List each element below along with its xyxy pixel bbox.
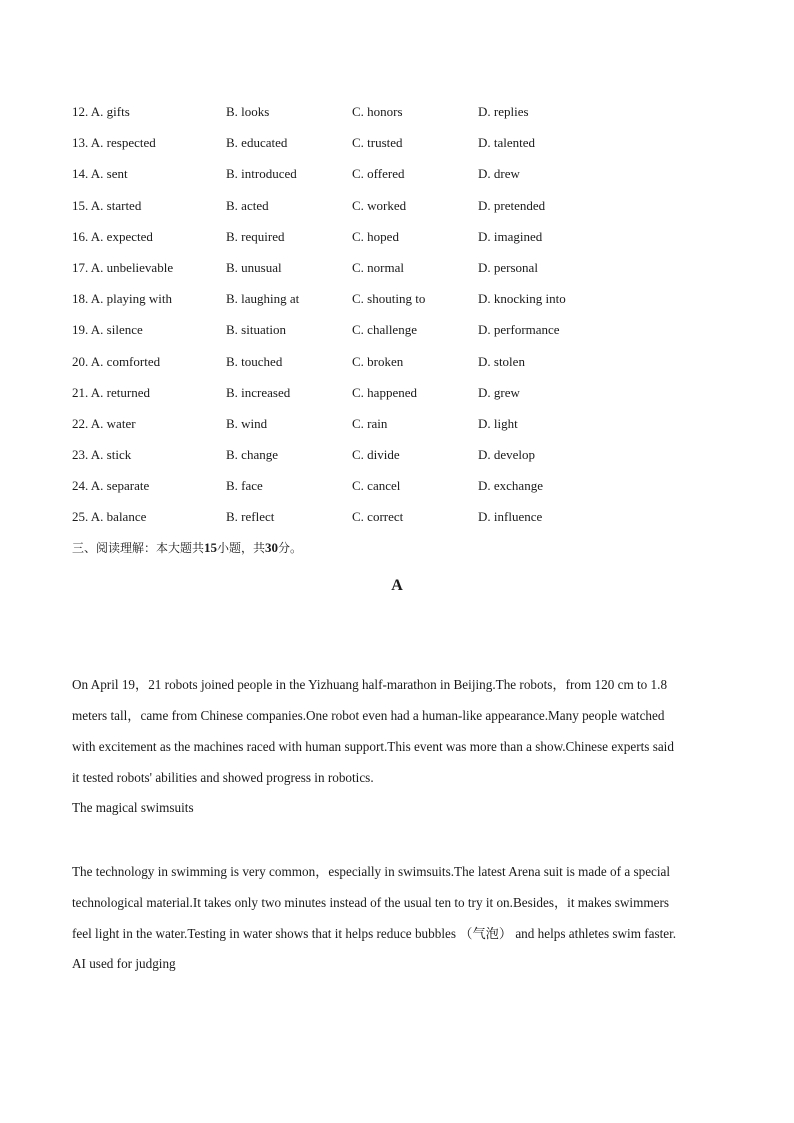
option-b: B. acted [226, 197, 269, 213]
option-b: B. looks [226, 104, 270, 119]
answer-options-table [72, 103, 722, 540]
option-row [72, 353, 722, 384]
option-b: B. change [226, 447, 278, 463]
option-c: C. trusted [352, 135, 403, 151]
option-row [72, 165, 722, 196]
option-c: C. worked [352, 197, 407, 213]
option-b: B. face [226, 478, 263, 494]
paragraph-line: On April 19，21 robots joined people in the Yizhuang half-marathon in Beijing.The robots，from 120 cm to 1.8 [72, 677, 668, 692]
option-d: D. knocking into [478, 291, 566, 307]
option-b: B. touched [226, 353, 283, 369]
option-row [72, 103, 722, 134]
option-b: B. wind [226, 415, 268, 431]
option-c: C. shouting to [352, 291, 426, 307]
option-a: 15. A. started [72, 197, 142, 213]
option-a: 17. A. unbelievable [72, 259, 174, 275]
passage-title: A [391, 577, 403, 594]
option-row [72, 197, 722, 228]
option-a: 22. A. water [72, 415, 136, 431]
option-c: C. happened [352, 384, 417, 400]
option-d: D. influence [478, 509, 543, 525]
option-row [72, 446, 722, 477]
option-a: 12. A. gifts [72, 104, 130, 119]
option-d: D. performance [478, 322, 560, 338]
option-c: C. honors [352, 104, 403, 119]
option-a: 20. A. comforted [72, 353, 161, 369]
option-d: D. replies [478, 104, 529, 119]
option-row [72, 415, 722, 446]
option-d: D. stolen [478, 353, 525, 369]
option-c: C. offered [352, 166, 405, 182]
option-c: C. divide [352, 447, 400, 463]
option-d: D. pretended [478, 197, 546, 213]
option-c: C. challenge [352, 322, 417, 338]
paragraph-line: feel light in the water.Testing in water shows that it helps reduce bubbles （气泡） and helps athletes swim faster. [72, 926, 677, 941]
option-d: D. grew [478, 384, 520, 400]
option-d: D. imagined [478, 228, 543, 244]
option-row [72, 228, 722, 259]
option-c: C. correct [352, 509, 404, 525]
option-b: B. educated [226, 135, 288, 151]
option-row [72, 477, 722, 508]
option-d: D. light [478, 415, 518, 431]
option-a: 19. A. silence [72, 322, 143, 338]
option-d: D. talented [478, 135, 536, 151]
option-d: D. personal [478, 259, 538, 275]
option-b: B. laughing at [226, 291, 300, 307]
subheading-ai-judging: AI used for judging [72, 956, 176, 971]
paragraph-robots [72, 669, 722, 793]
option-row [72, 290, 722, 321]
paragraph-line: meters tall，came from Chinese companies.One robot even had a human-like appearance.Many people watched [72, 708, 665, 723]
option-row [72, 134, 722, 165]
option-a: 24. A. separate [72, 478, 150, 494]
option-a: 21. A. returned [72, 384, 150, 400]
option-b: B. unusual [226, 259, 282, 275]
option-row [72, 508, 722, 539]
option-d: D. develop [478, 447, 536, 463]
option-c: C. normal [352, 259, 404, 275]
option-row [72, 321, 722, 352]
option-a: 23. A. stick [72, 447, 132, 463]
paragraph-line: with excitement as the machines raced with human support.This event was more than a show.Chinese experts said [72, 739, 674, 754]
subheading-swimsuits: The magical swimsuits [72, 800, 194, 815]
option-c: C. cancel [352, 478, 401, 494]
option-a: 16. A. expected [72, 228, 153, 244]
option-b: B. introduced [226, 166, 297, 182]
option-c: C. broken [352, 353, 404, 369]
option-a: 18. A. playing with [72, 291, 173, 307]
option-b: B. increased [226, 384, 291, 400]
option-row [72, 384, 722, 415]
option-b: B. required [226, 228, 285, 244]
option-a: 13. A. respected [72, 135, 156, 151]
option-d: D. drew [478, 166, 520, 182]
option-c: C. rain [352, 415, 388, 431]
option-b: B. reflect [226, 509, 275, 525]
option-a: 25. A. balance [72, 509, 147, 525]
option-d: D. exchange [478, 478, 543, 494]
section-heading: 三、阅读理解：本大题共15小题，共30分。 [72, 540, 303, 555]
option-a: 14. A. sent [72, 166, 128, 182]
paragraph-swimsuits [72, 856, 722, 949]
option-c: C. hoped [352, 228, 399, 244]
paragraph-line: The technology in swimming is very common，especially in swimsuits.The latest Arena suit is made of a special [72, 864, 671, 879]
option-b: B. situation [226, 322, 286, 338]
paragraph-line: technological material.It takes only two minutes instead of the usual ten to try it on.Besides，it makes swimmers [72, 895, 669, 910]
option-row [72, 259, 722, 290]
paragraph-line: it tested robots' abilities and showed progress in robotics. [72, 770, 374, 785]
